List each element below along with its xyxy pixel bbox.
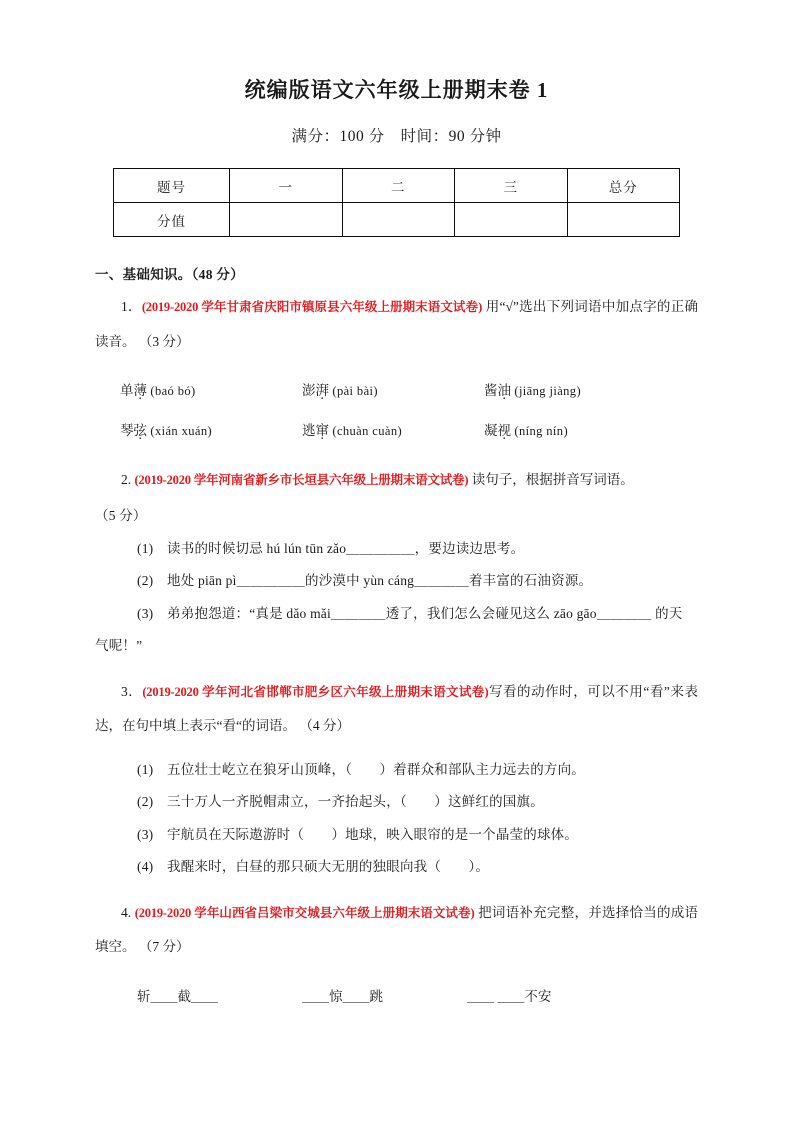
question-2-prompt — [95, 439, 698, 497]
list-item — [484, 379, 666, 399]
question-3-item-2[interactable]: (2) 三十万人一齐脱帽肃立，一齐抬起头，（ ）这鲜红的国旗。 — [137, 794, 544, 810]
score-value-1[interactable] — [230, 203, 343, 237]
list-item — [484, 419, 666, 439]
question-2-source: (2019-2020 学年河南省新乡市长垣县六年级上册期末语文试卷) — [134, 473, 469, 488]
word-char-1: 逃 — [302, 423, 316, 439]
question-3-source: (2019-2020 学年河北省邯郸市肥乡区六年级上册期末语文试卷) — [142, 684, 489, 699]
question-4-source: (2019-2020 学年山西省吕梁市交城县六年级上册期末语文试卷) — [134, 905, 475, 920]
word-char-2: 湃 — [315, 383, 329, 399]
word-pinyin[interactable]: (xián xuán) — [150, 424, 213, 439]
question-2-item-3[interactable]: (3) 弟弟抱怨道：“真是 dǎo mǎi＿＿＿＿透了，我们怎么会碰见这么 zāo gāo＿＿＿＿ 的天 — [137, 605, 683, 621]
question-2-item-3-continued: 气呢！” — [95, 638, 143, 654]
word-char-2: 窜 — [315, 423, 329, 439]
question-1-number: 1． — [121, 299, 142, 315]
word-char-2: 薄 — [133, 383, 147, 399]
question-1-prompt — [95, 283, 698, 359]
score-table-row-label: 分值 — [114, 203, 230, 237]
idiom-blank-2[interactable]: ＿＿惊＿＿跳 — [302, 988, 383, 1004]
idiom-blank-3[interactable]: ＿＿ ＿＿不安 — [467, 988, 552, 1004]
page-title: 统编版语文六年级上册期末卷 1 — [244, 78, 549, 102]
word-char-1: 琴 — [120, 423, 134, 439]
question-1-word-row-2 — [95, 399, 698, 439]
question-2-item-1[interactable]: (1) 读书的时候切忌 hú lún tūn zǎo＿＿＿＿＿，要边读边思考。 — [137, 540, 525, 556]
question-2-score: （5 分） — [95, 508, 147, 524]
question-3-item-1[interactable]: (1) 五位壮士屹立在狼牙山顶峰，（ ）着群众和部队主力远去的方向。 — [137, 761, 585, 777]
question-3-prompt — [95, 653, 698, 744]
word-char-2: 视 — [497, 423, 511, 439]
question-4-prompt — [95, 874, 698, 965]
question-4-number: 4. — [121, 904, 135, 920]
question-3-item-4[interactable]: (4) 我醒来时，白昼的那只硕大无朋的独眼向我（ ）。 — [137, 859, 490, 875]
word-pinyin[interactable]: (chuàn cuàn) — [332, 424, 403, 439]
question-1-source: (2019-2020 学年甘肃省庆阳市镇原县六年级上册期末语文试卷) — [141, 300, 483, 315]
question-4-text: 把词语补充完整，并选择恰当的成语填空。 （7 分） — [95, 904, 699, 955]
question-3-item-3[interactable]: (3) 宇航员在天际遨游时（ ）地球，映入眼帘的是一个晶莹的球体。 — [137, 826, 579, 842]
question-1-text: 用“√”选出下列词语中加点字的正确读音。 （3 分） — [95, 299, 698, 349]
word-pinyin[interactable]: (jiāng jiàng) — [514, 384, 582, 399]
question-3-text: 写看的动作时，可以不用“看”来表达，在句中填上表示“看“的词语。 （4 分） — [95, 683, 698, 734]
score-table-col-2: 二 — [342, 169, 455, 203]
question-2-text: 读句子，根据拼音写词语。 — [468, 472, 634, 488]
word-char-1: 酱 — [484, 383, 498, 399]
list-item — [120, 419, 302, 439]
question-2-number: 2. — [121, 472, 135, 488]
score-table — [113, 168, 680, 237]
list-item — [120, 379, 302, 399]
list-item — [302, 419, 484, 439]
exam-meta-line: 满分：100 分 时间：90 分钟 — [291, 128, 502, 146]
word-char-2: 油 — [497, 383, 511, 399]
word-pinyin[interactable]: (níng nín) — [514, 424, 569, 439]
question-1-word-row-1 — [95, 359, 698, 399]
word-char-2: 弦 — [133, 423, 147, 439]
idiom-blank-1[interactable]: 斩＿＿截＿＿ — [137, 988, 218, 1004]
score-value-3[interactable] — [455, 203, 568, 237]
word-char-1: 凝 — [484, 423, 498, 439]
table-row-header — [114, 169, 680, 203]
question-4-idiom-row — [95, 965, 698, 1005]
word-pinyin[interactable]: (pài bài) — [332, 384, 378, 399]
word-char-1: 澎 — [302, 383, 316, 399]
score-value-2[interactable] — [342, 203, 455, 237]
list-item — [302, 379, 484, 399]
word-pinyin[interactable]: (baó bó) — [150, 384, 196, 399]
score-table-container — [95, 146, 698, 237]
section-heading: 一、基础知识。（48 分） — [95, 267, 245, 283]
question-2-item-2[interactable]: (2) 地处 piān pì＿＿＿＿＿的沙漠中 yùn cáng＿＿＿＿着丰富的石油资源。 — [137, 573, 593, 589]
score-value-total[interactable] — [567, 203, 680, 237]
table-row-values — [114, 203, 680, 237]
score-table-col-total: 总分 — [567, 169, 680, 203]
word-char-1: 单 — [120, 383, 134, 399]
score-table-col-1: 一 — [230, 169, 343, 203]
score-table-row-label: 题号 — [114, 169, 230, 203]
question-3-number: 3． — [121, 683, 143, 699]
score-table-col-3: 三 — [455, 169, 568, 203]
